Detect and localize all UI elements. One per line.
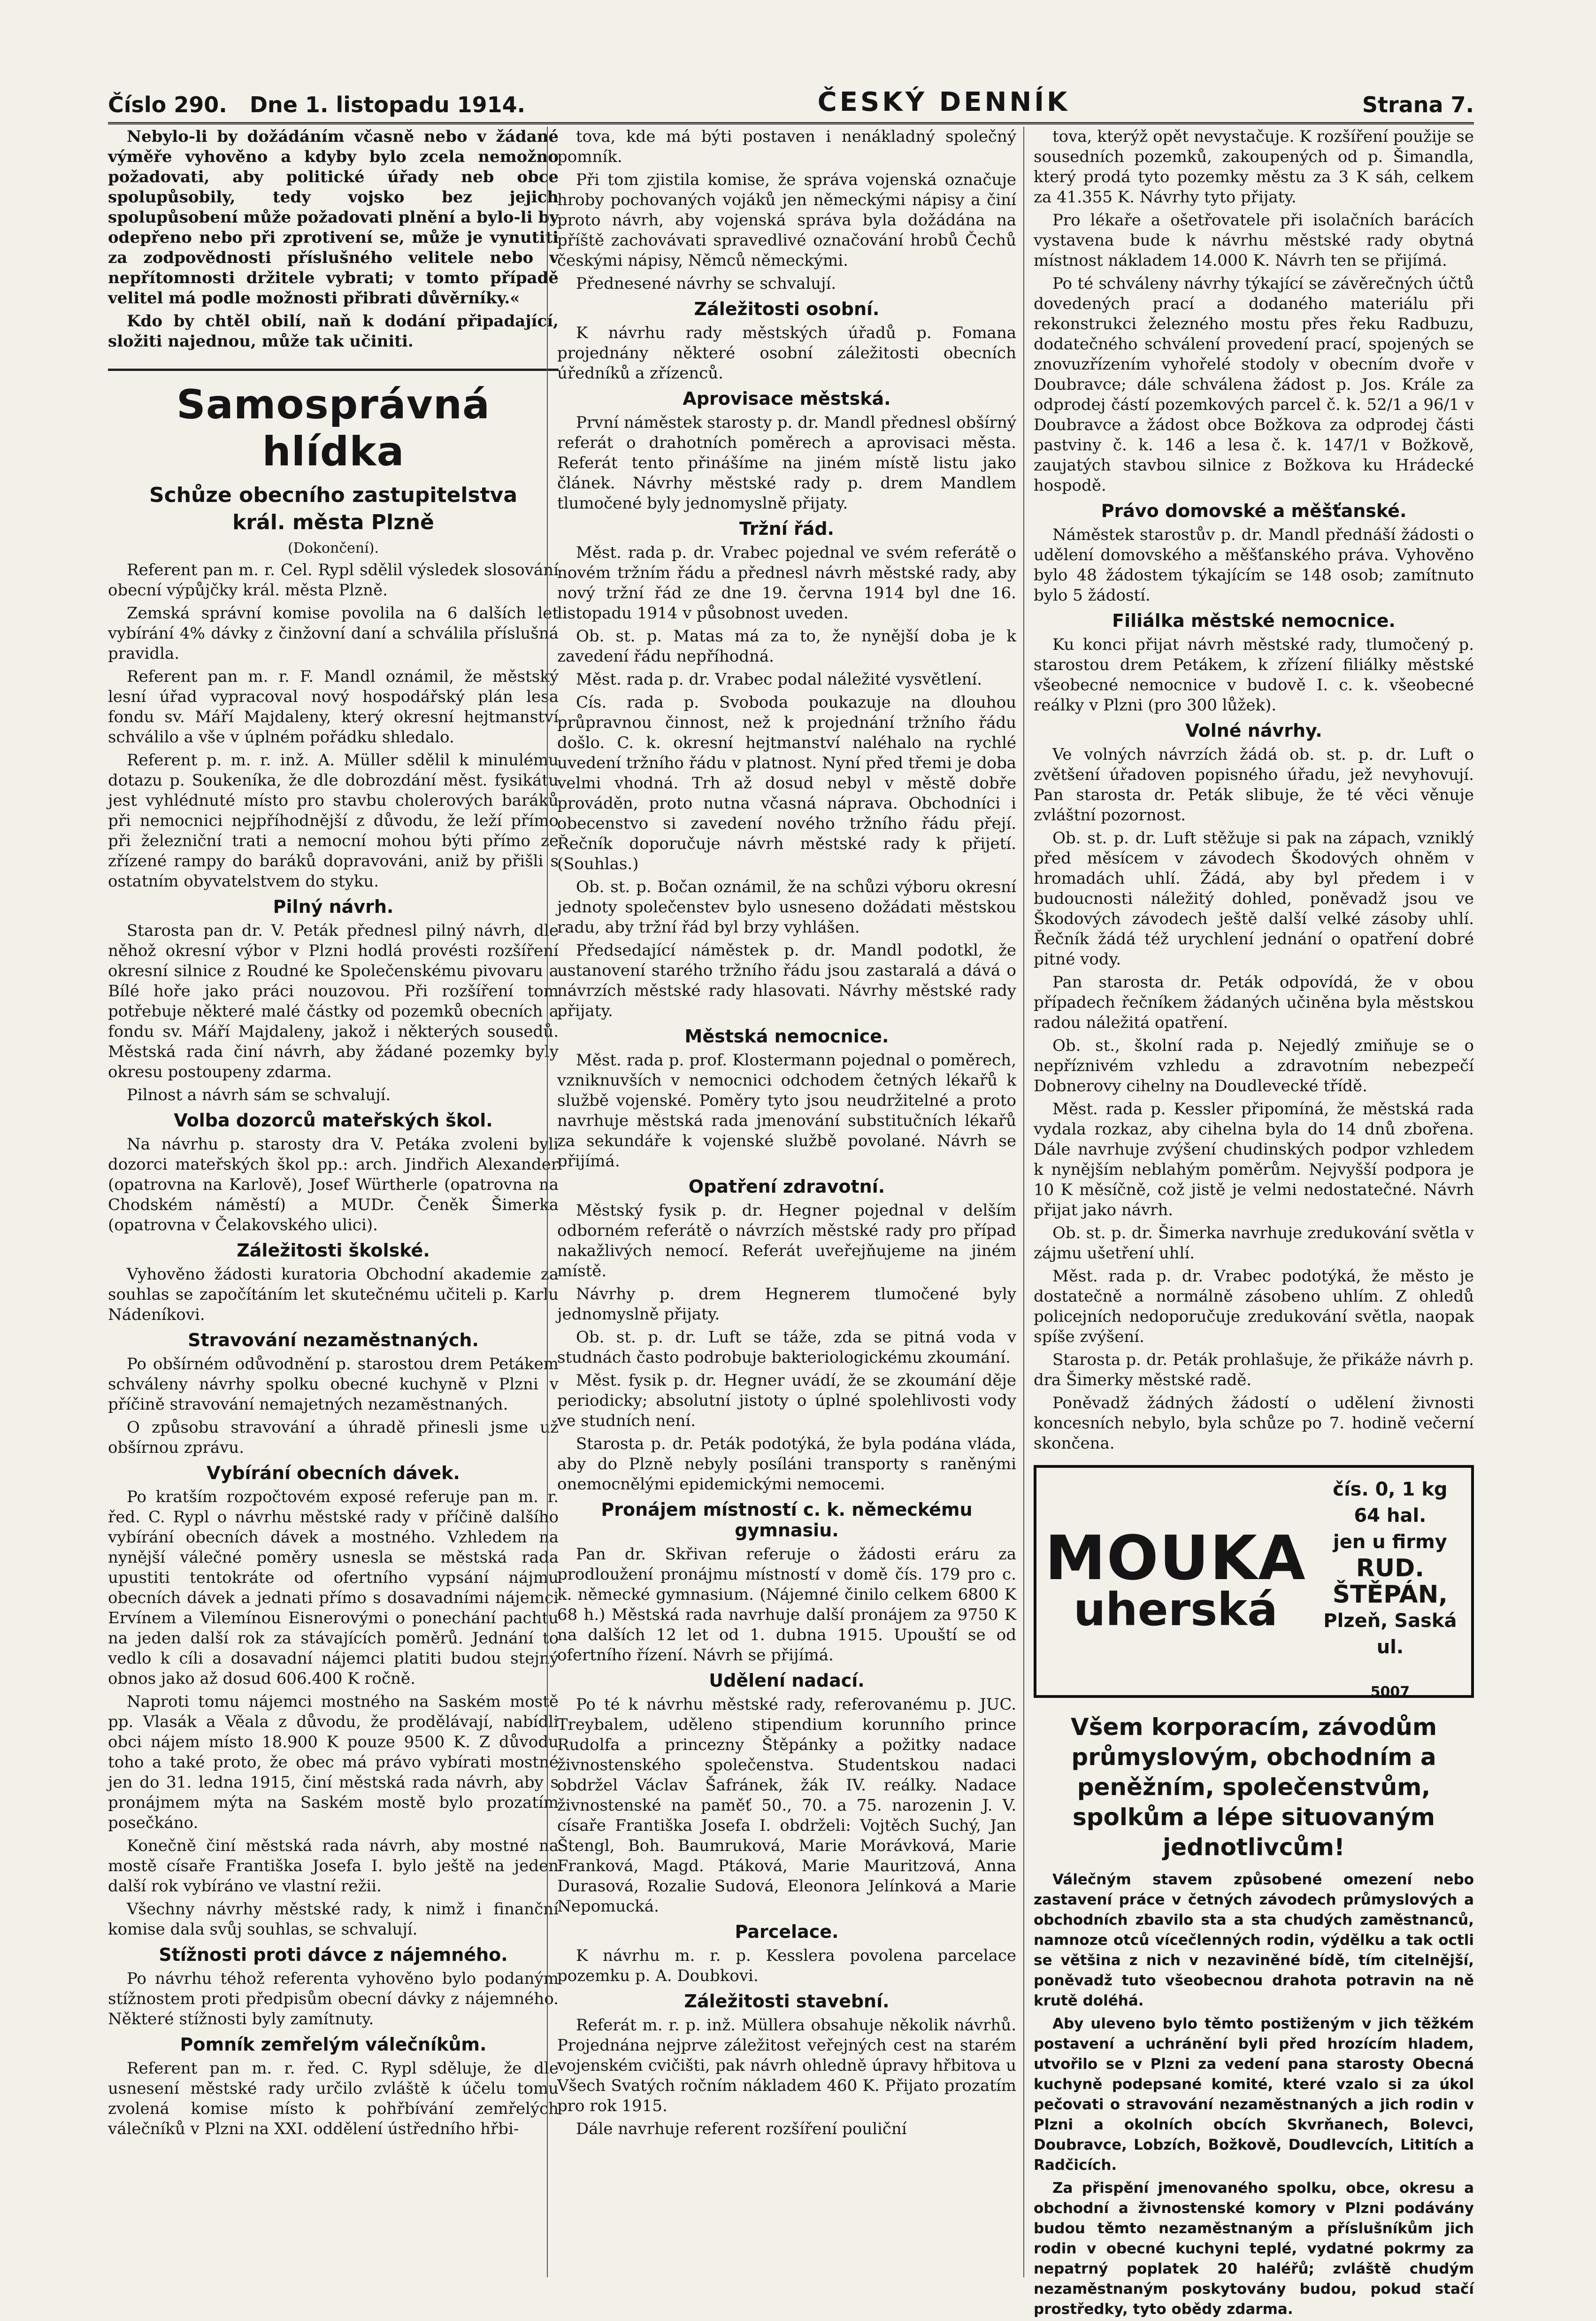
flour-advertisement <box>1034 1465 1474 1698</box>
paragraph: K návrhu m. r. p. Kesslera povolena parcelace pozemku p. A. Doubkovi. <box>557 1946 1016 1985</box>
paragraph: Cís. rada p. Svoboda poukazuje na dlouhou průpravnou činnost, než k projednání tržního řádu došlo. C. k. okresní hejtmanství naléhalo na rychlé uvedení tržního řádu v platnost. Nyní před třemi je doba velmi vhodná. Trh až dosud nebyl v městě dobře prováděn, proto nutna včasná náprava. Obchodníci i obecenstvo si zavedení nového tržního řádu přejí. Řečník doporučuje návrh městské rady k přijetí. (Souhlas.) <box>557 693 1016 873</box>
paragraph: tova, kterýž opět nevystačuje. K rozšíření použije se sousedních pozemků, zakoupených od p. Šimandla, který prodá tyto pozemky městu za 3 K sáh, celkem za 41.355 K. Návrhy tyto přijaty. <box>1034 127 1474 207</box>
subheading: Volné návrhy. <box>1185 720 1322 741</box>
ad-product-name <box>1045 1522 1306 1636</box>
ad-address: Plzeň, Saská ul. <box>1323 1610 1457 1658</box>
subheading: Pomník zemřelým válečníkům. <box>180 2034 487 2055</box>
paragraph: Ob. st. p. dr. Luft se táže, zda se pitná voda v studnách často podrobuje bakteriologickému zkoumání. <box>557 1328 1016 1367</box>
article-title-line-1: Schůze obecního zastupitelstva <box>149 483 518 507</box>
paragraph: Všechny návrhy městské rady, k nimž i finanční komise dala svůj souhlas, se schvalují. <box>108 1900 559 1939</box>
newspaper-page <box>70 70 1516 2318</box>
paragraph: Ob. st. p. dr. Šimerka navrhuje zredukování světla v zájmu ušetření uhlí. <box>1034 1224 1474 1263</box>
subheading: Záležitosti školské. <box>237 1240 430 1261</box>
appeal-paragraph: Za přispění jmenovaného spolku, obce, okresu a obchodní a živnostenské komory v Plzni podávány budou těmto nezaměstnaným a příslušníkům jich rodin v obecné kuchyni teplé, vydatné pokrmy za nepatrný poplatek 20 haléřů; zvláště chudým nezaměstnaným poskytovány budou, pokud stačí prostředky, tyto obědy zdarma. <box>1034 2180 1474 2318</box>
paragraph: Pan dr. Skřivan referuje o žádosti eráru za prodloužení pronájmu místností v domě čís. 179 pro c. k. německé gymnasium. (Nájemné činilo celkem 6800 K 68 h.) Městská rada navrhuje další pronájem za 9750 K na dalších 12 let od 1. dubna 1915. Upouští se od ofertního řízení. Návrh se přijímá. <box>557 1545 1016 1665</box>
paragraph: Po obšírném odůvodnění p. starostou drem Petákem schváleny návrhy spolku obecné kuchyně v Plzni v příčině stravování nemajetných nezaměstnaných. <box>108 1355 559 1414</box>
subheading: Pronájem místností c. k. německému gymnasiu. <box>601 1499 973 1541</box>
paragraph: Ob. st., školní rada p. Nejedlý zmiňuje se o nepříznivém vzhledu a zdravotním nebezpečí Dobnerovy cihelny na Doudlevecké třídě. <box>1034 1036 1474 1095</box>
paragraph: Starosta p. dr. Peták prohlašuje, že přikáže návrh p. dra Šimerky městské radě. <box>1034 1350 1474 1389</box>
paragraph: Referent p. m. r. inž. A. Müller sdělil k minulému dotazu p. Soukeníka, že dle dobrozdání měst. fysikátu jest vyhlédnuté místo pro stavbu cholerových baráků při nemocnici nejpříhodnější z důvodu, že leží přímo při železniční trati a nemocní mohou býti přímo ze zřízené rampy do baráků dopravováni, aniž by přišli s ostatním obyvatelstvem do styku. <box>108 751 559 891</box>
subheading: Filiálka městské nemocnice. <box>1112 610 1396 631</box>
paragraph: Po kratším rozpočtovém exposé referuje pan m. r. řed. C. Rypl o návrhu městské rady v příčině dalšího vybírání obecních dávek a mostného. Vzhledem na nynější válečné poměry usnesla se městská rada upustiti tentokráte od ofertního vypsání nájmu obecních dávek a jednati přímo s dosavadními nájemci Ervínem a Vilemínou Eisnerovými o ponechání pachtu na jeden další rok za stávajících poměrů. Jednání to vedlo k cíli a dosavadní nájemci platiti budou stejný obnos jako až dosud 606.400 K ročně. <box>108 1488 559 1688</box>
ad-price: čís. 0, 1 kg 64 hal. <box>1333 1479 1448 1527</box>
ad-code: 5007 <box>1370 1684 1410 1700</box>
paragraph: Návrhy p. drem Hegnerem tlumočené byly jednomyslně přijaty. <box>557 1285 1016 1324</box>
subheading: Volba dozorců mateřských škol. <box>174 1110 493 1131</box>
paragraph: Ob. st. p. Bočan oznámil, že na schůzi výboru okresní jednoty společenstev bylo usneseno dožádati městskou radu, aby tržní řád byl brzy vyhlášen. <box>557 878 1016 937</box>
column-3 <box>1023 127 1474 2318</box>
paragraph: Na návrhu p. starosty dra V. Petáka zvoleni byli dozorci mateřských škol pp.: arch. Jindřich Alexander (opatrovna na Karlově), Josef Würtherle (opatrovna na Chodském náměstí) a MUDr. Čeněk Šimerka (opatrovna v Čelakovského ulici). <box>108 1135 559 1234</box>
paragraph: Náměstek starostův p. dr. Mandl přednáší žádosti o udělení domovského a měšťanského práva. Vyhověno bylo 48 žádostem týkajícím se 148 osob; zamítnuto bylo 5 žádostí. <box>1034 525 1474 605</box>
appeal-paragraph: Aby ulevenо bylo těmto postiženým v jich těžkém postavení a uchránění byli před hrozícím hladem, utvořilo se v Plzni za vedení pana starosty Obecná kuchyně podepsané komité, které vzalo si za úkol pečovati o stravování nezaměstnaných a jich rodin v Plzni a okolních obcích Skvrňanech, Bolevci, Doubravce, Lobzích, Božkově, Doudlevcích, Lititích a Radčicích. <box>1034 2015 1474 2174</box>
paragraph: Ob. st. p. Matas má za to, že nynější doba je k zavedení řádu nepříhodná. <box>557 627 1016 666</box>
paragraph: Pilnost a návrh sám se schvalují. <box>127 1086 391 1104</box>
intro-paragraph-2: Kdo by chtěl obilí, naň k dodání připadající, složiti najednou, může tak učiniti. <box>108 312 559 351</box>
column-1 <box>108 127 559 2202</box>
ad-firm-name: RUD. ŠTĚPÁN, <box>1332 1554 1448 1609</box>
paragraph: Poněvadž žádných žádostí o udělení živnosti koncesních nebylo, byla schůze po 7. hodině večerní skončena. <box>1034 1394 1474 1453</box>
paragraph: Měst. rada p. Kessler připomíná, že městská rada vydala rozkaz, aby cihelna byla do 14 dnů zbořena. Dále navrhuje zvýšení chudinských podpor vzhledem k nynějším neblahým poměrům. Nejvyšší podpora je 10 K měsíčně, což jistě je velmi nedostatečné. Návrh přijat jako návrh. <box>1034 1100 1474 1219</box>
subheading: Aprovisace městská. <box>683 388 891 409</box>
paragraph: Měst. fysik p. dr. Hegner uvádí, že se zkoumání děje periodicky; absolutní jistoty o úplné spolehlivosti vody ve studních není. <box>557 1371 1016 1430</box>
paragraph: Pan starosta dr. Peták odpovídá, že v obou případech řečníkem žádaných učiněna byla městskou radou náležitá opatření. <box>1034 973 1474 1032</box>
subheading: Udělení nadací. <box>709 1670 865 1691</box>
section-title: Samosprávná hlídka <box>108 369 559 475</box>
paragraph: Starosta p. dr. Peták podotýká, že byla podána vláda, aby do Plzně nebyly posíláni transporty s raněnými onemocnělými epidemickými nemocemi. <box>557 1434 1016 1494</box>
paragraph: Při tom zjistila komise, že správa vojenská označuje hroby pochovaných vojáků jen německými nápisy a činí proto návrh, aby vojenská správa byla dožádána na příště zachovávati spravedlivé označování hrobů Čechů českými nápisy, Němců německými. <box>557 170 1016 270</box>
paragraph: Dále navrhuje referent rozšíření pouliční <box>576 2120 907 2138</box>
subheading: Záležitosti stavební. <box>684 1991 890 2012</box>
subheading: Záležitosti osobní. <box>694 299 880 319</box>
paragraph: K návrhu rady městských úřadů p. Fomana projednány některé osobní záležitosti obecních úředníků a zřízenců. <box>557 324 1016 383</box>
paragraph: Po té schváleny návrhy týkající se závěrečných účtů dovedených prací a dodaného materiálu při rekonstrukci železného mostu přes řeku Radbuzu, dodatečného schválení provedení prací, spojených se znovuzřízením vyhořelé stodoly v obecním dvoře v Doubravce; dále schválena žádost p. Jos. Krále za odprodej částí pozemkových parcel č. k. 52/1 a 96/1 v Doubravce a žádost obce Božkova za odprodej části pastviny č. k. 146 a lesa č. k. 147/1 v Božkově, zaujatých stavbou silnice z Božkova ku Hrádecké hospodě. <box>1034 274 1474 495</box>
appeal-paragraph: Válečným stavem způsobené omezení nebo zastavení práce v četných závodech průmyslových a obchodních zbavilo sta a sta chudých zaměstnanců, namnoze otců vícečlenných rodin, výdělku a tak octli se většina z nich v nezaviněné bídě, tím citelnější, poněvadž tuto všeobecnou drahota potravin na ně krutě doléhá. <box>1034 1871 1474 2009</box>
newspaper-title: ČESKÝ DENNÍK <box>817 87 1070 117</box>
issue-and-date <box>108 92 525 117</box>
masthead <box>108 80 1474 124</box>
paragraph: Ob. st. p. dr. Luft stěžuje si pak na zápach, vzniklý před měsícem v závodech Škodových ohněm v hromadách uhlí. Žádá, aby byl předem i v budoucnosti náležitý dohled, poněvadž jsou ve Škodových závodech ještě další velké zásoby uhlí. Řečník žádá též urychlení jednání o opatření dobré pitné vody. <box>1034 829 1474 969</box>
paragraph: Předsedající náměstek p. dr. Mandl podotkl, že ustanovení starého tržního řádu jsou zastaralá a dává o návrzích městské rady hlasovati. Návrhy městské rady přijaty. <box>557 941 1016 1020</box>
subheading: Vybírání obecních dávek. <box>207 1463 460 1483</box>
paragraph: Přednesené návrhy se schvalují. <box>576 274 836 293</box>
paragraph: Ve volných návrzích žádá ob. st. p. dr. Luft o zvětšení úřadoven popisného úřadu, jež nevyhovují. Pan starosta dr. Peták slibuje, že té věci věnuje zvláštní pozornost. <box>1034 745 1474 825</box>
subheading: Městská nemocnice. <box>684 1026 889 1047</box>
paragraph: Starosta pan dr. V. Peták přednesl pilný návrh, dle něhož okresní výbor v Plzni hodlá provésti rozšíření okresní silnice z Roudné ke Společenskému pivovaru a Bílé hoře jako práci nouzovou. Při rozšíření tom potřebuje některé malé částky od pozemků obecních a fondu sv. Máří Majdaleny, jakož i některých sousedů. Městská rada činí návrh, aby žádané pozemky byly okresu postoupeny zdarma. <box>108 921 559 1081</box>
ad-details <box>1318 1476 1463 1700</box>
article-title-line-2: král. města Plzně <box>232 510 434 534</box>
subheading: Opatření zdravotní. <box>688 1176 885 1197</box>
paragraph: První náměstek starosty p. dr. Mandl přednesl obšírný referát o drahotních poměrech a aprovisaci města. Referát tento přinášíme na jiném místě listu jako článek. Návrhy městské rady p. drem Mandlem tlumočené byly jednomyslně přijaty. <box>557 413 1016 513</box>
intro-paragraph-1: Nebylo-li by dožádáním včasně nebo v žádané výměře vyhověno a kdyby bylo zcela nemožno požadovati, aby politické úřady neb obce spolupůsobily, tedy vojsko bez jejich spolupůsobení může požadovati plnění a bylo-li by odepřeno nebo při zprotivení se, může je vynutiti za zodpovědnosti příslušného velitele nebo v nepřítomnosti držitele vybrati; v tomto případě velitel má podle možnosti přibrati důvěrníky.« <box>108 127 559 308</box>
paragraph: Referát m. r. p. inž. Müllera obsahuje několik návrhů. Projednána nejprve záležitost veřejných cest na starém vojenském cvičišti, pak návrh ohledně úpravy hřbitova u Všech Svatých ročním nákladem 460 K. Přijato prozatím pro rok 1915. <box>557 2016 1016 2115</box>
paragraph: Pro lékaře a ošetřovatele při isolačních barácích vystavena bude k návrhu městské rady obytná místnost nákladem 14.000 K. Návrh ten se přijímá. <box>1034 211 1474 270</box>
subheading: Právo domovské a měšťanské. <box>1101 501 1407 521</box>
paragraph: tova, kde má býti postaven i nenákladný společný pomník. <box>557 127 1016 166</box>
column-2 <box>547 127 1016 2277</box>
paragraph: O způsobu stravování a úhradě přinesli jsme už obšírnou zprávu. <box>108 1418 559 1457</box>
paragraph: Referent pan m. r. F. Mandl oznámil, že městský lesní úřad vypracoval nový hospodářský plán lesa fondu sv. Máří Majdaleny, který okresní hejtmanství schválilo a vše v úplném pořádku shledalo. <box>108 667 559 747</box>
continued-note: (Dokončení). <box>287 540 379 556</box>
subheading: Stížnosti proti dávce z nájemného. <box>159 1944 508 1965</box>
paragraph: Měst. rada p. dr. Vrabec podal náležité vysvětlení. <box>576 670 982 689</box>
ad-firm-label: jen u firmy <box>1333 1531 1447 1553</box>
paragraph: Po té k návrhu městské rady, referovanému p. JUC. Treybalem, uděleno stipendium korunního prince Rudolfa a princezny Štěpánky a požitky nadace živnostenského společenstva. Studentskou nadaci obdržel Václav Šafránek, žák IV. reálky. Nadace živnostenské na paměť 50., 70. a 75. narozenin J. V. císaře Františka Josefa I. obdrželi: Vojtěch Suchý, Jan Štengl, Boh. Baumruková, Marie Morávková, Marie Franková, Magd. Ptáková, Marie Mauritzová, Anna Durasová, Rozalie Sudová, Eleonora Jelínková a Marie Nepomucká. <box>557 1695 1016 1916</box>
paragraph: Měst. rada p. dr. Vrabec pojednal ve svém referátě o novém tržním řádu a přednesl návrh městské rady, aby nový tržní řád ze dne 19. června 1914 byl dne 16. listopadu 1914 v působnost uveden. <box>557 543 1016 623</box>
page-number: Strana 7. <box>1362 92 1474 117</box>
issue-number: Číslo 290. <box>108 92 227 117</box>
paragraph: Naproti tomu nájemci mostného na Saském mostě pp. Vlasák a Věala z důvodu, že prodělávají, nabídli obci nájem místo 18.900 K pouze 9500 K. Z důvodu toho a také proto, že obec má právo vybírati mostné jen do 31. ledna 1915, činí městská rada návrh, aby s pronájmem mýta na Saském mostě bylo prozatím posečkáno. <box>108 1692 559 1832</box>
issue-date: Dne 1. listopadu 1914. <box>249 92 526 117</box>
ad-product-line-2: uherská <box>1073 1583 1278 1636</box>
paragraph: Měst. rada p. prof. Klostermann pojednal o poměrech, vzniknuvších v nemocnici odchodem četných lékařů k službě vojenské. Poměry tyto jsou neudržitelné a proto navrhuje městská rada jmenování substitučních lékařů za sekundáře k vojenské službě povolané. Návrh se přijímá. <box>557 1051 1016 1171</box>
paragraph: Po návrhu téhož referenta vyhověno bylo podaným stížnostem proti předpisům obecní dávky z nájemného. Některé stížnosti byly zamítnuty. <box>108 1969 559 2028</box>
paragraph: Zemská správní komise povolila na 6 dalších let vybírání 4% dávky z činžovní daní a schválila příslušná pravidla. <box>108 604 559 663</box>
subheading: Tržní řád. <box>739 518 834 539</box>
paragraph: Referent pan m. r. Cel. Rypl sdělil výsledek slosování obecní výpůjčky král. města Plzně. <box>108 561 559 600</box>
subheading: Parcelace. <box>735 1921 839 1942</box>
ad-product-line-1: MOUKA <box>1045 1522 1306 1594</box>
paragraph: Městský fysik p. dr. Hegner pojednal v delším odborném referátě o návrzích městské rady pro případ nakažlivých nemocí. Referát uveřejňujeme na jiném místě. <box>557 1201 1016 1280</box>
subheading: Stravování nezaměstnaných. <box>188 1330 479 1350</box>
appeal-title: Všem korporacím, závodům průmyslovým, obchodním a peněžním, společenstvům, spolkům a lépe situovaným jednotlivcům! <box>1071 1713 1437 1861</box>
subheading: Pilný návrh. <box>273 896 394 917</box>
paragraph: Konečně činí městská rada návrh, aby mostné na mostě císaře Františka Josefa I. bylo ještě na jeden další rok vybíráno ve vlastní režii. <box>108 1836 559 1896</box>
paragraph: Měst. rada p. dr. Vrabec podotýká, že město je dostatečně a normálně zásobeno uhlím. Z ohledů policejních nedoporučuje zredukování světla, naopak spíše zvýšení. <box>1034 1267 1474 1346</box>
paragraph: Ku konci přijat návrh městské rady, tlumočený p. starostou drem Petákem, k zřízení filiálky městské všeobecné nemocnice v budově I. c. k. všeobecné reálky v Plzni (pro 300 lůžek). <box>1034 635 1474 715</box>
paragraph: Referent pan m. r. řed. C. Rypl sděluje, že dle usnesení městské rady určilo zvláště k účelu tomu zvolená komise místo k pohřbívání zemřelých válečníků v Plzni na XXI. oddělení ústředního hřbi- <box>108 2059 559 2138</box>
paragraph: Vyhověno žádosti kuratoria Obchodní akademie za souhlas se započítáním let skutečnému učiteli p. Karlu Nádeníkovi. <box>108 1265 559 1324</box>
